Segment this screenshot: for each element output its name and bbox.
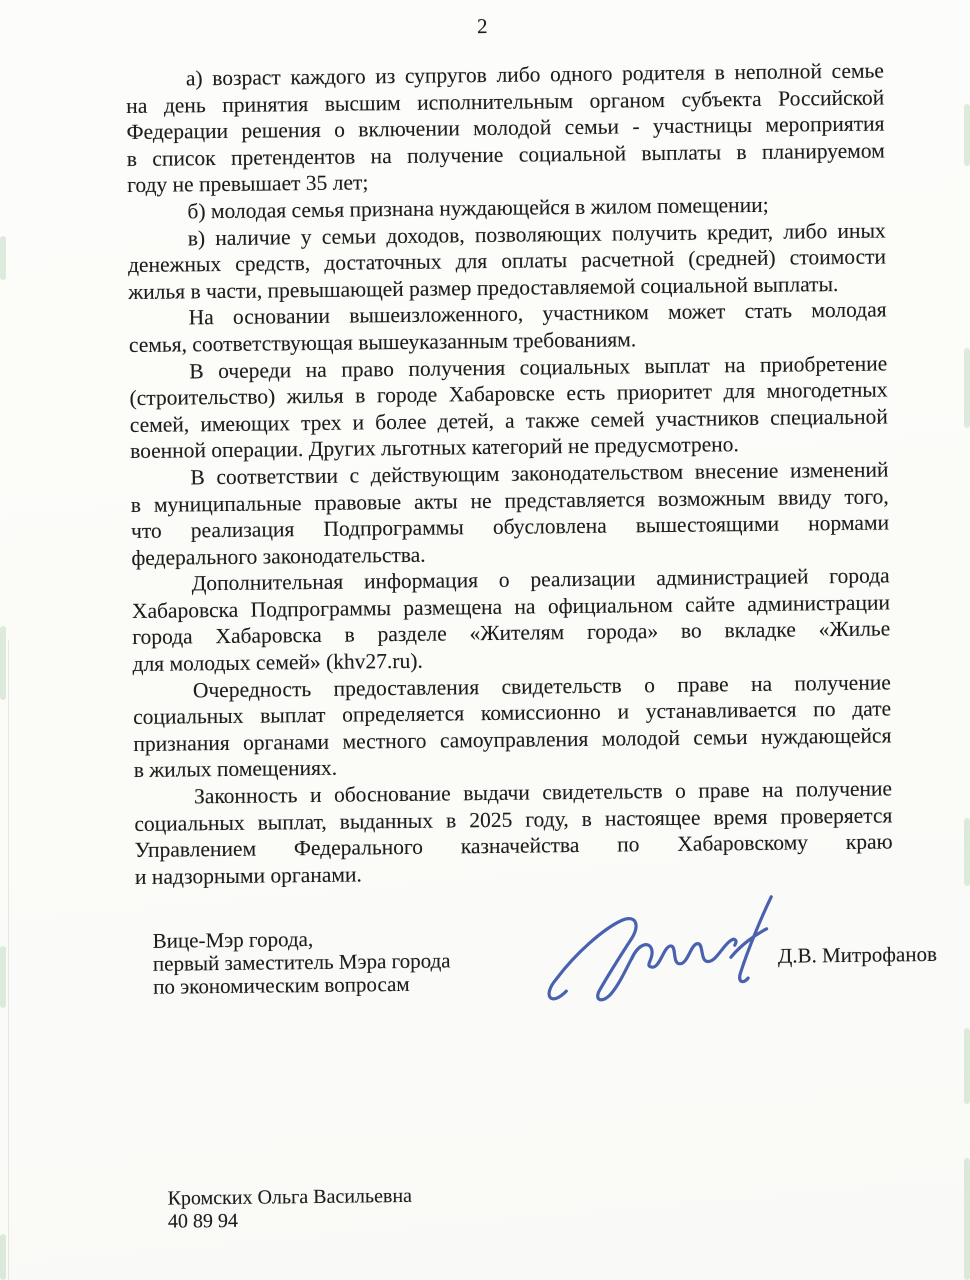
- text-line: а) возраст каждого из супругов либо одного родителя в неполной семье: [185, 58, 885, 91]
- text-line: первый заместитель Мэра города: [152, 948, 451, 976]
- paragraph-legislation: [130, 456, 889, 571]
- text-line: федерального законодательства.: [131, 542, 426, 570]
- text-line: Законность и обоснование выдачи свидетельств о праве на получение: [193, 776, 893, 809]
- text-line: На основании вышеизложенного, участником может стать молодая: [188, 297, 887, 330]
- text-line: году не превышает 35 лет;: [126, 170, 369, 198]
- signatory-title: [153, 926, 451, 998]
- text-line: Управлением Федерального казначейства по Хабаровскому краю: [134, 829, 893, 863]
- text-line: семья, соответствующая вышеуказанным требованиям.: [128, 327, 637, 357]
- text-line: жилья в части, превышающей размер предоставляемой социальной выплаты.: [128, 271, 839, 304]
- text-line: в жилых помещениях.: [133, 756, 338, 783]
- text-line: в) наличие у семьи доходов, позволяющих получить кредит, либо иных: [187, 218, 886, 250]
- text-line: для молодых семей» (khv27.ru).: [132, 648, 423, 677]
- paragraph-item-v: [128, 217, 887, 305]
- text-line: военной операции. Других льготных категорий не предусмотрено.: [130, 432, 739, 464]
- text-line: Хабаровска Подпрограммы размещена на официальном сайте администрации: [131, 590, 891, 623]
- paragraph-legality-check: [134, 775, 893, 890]
- text-line: Очередность предоставления свидетельств о праве на получение: [192, 670, 891, 702]
- paragraph-certificate-order: [133, 669, 892, 784]
- text-line: (строительство) жилья в городе Хабаровске есть приоритет для многодетных: [129, 377, 888, 411]
- executor-contact: [168, 1185, 413, 1234]
- text-line: в список претендентов на получение социальной выплаты в планируемом: [126, 138, 885, 171]
- signer-name: Д.В. Митрофанов: [777, 941, 938, 968]
- text-line: социальных выплат, выданных в 2025 году, в настоящее время проверяется: [134, 803, 893, 836]
- text-line: на день принятия высшим исполнительным органом субъекта Российской: [126, 85, 885, 118]
- text-line: в муниципальные правовые акты не представляется возможным ввиду того,: [130, 483, 889, 517]
- executor-name: Кромских Ольга Васильевна: [167, 1184, 413, 1210]
- text-line: семей, имеющих трех и более детей, а также семей участников специальной: [129, 404, 888, 437]
- text-line: и надзорными органами.: [134, 862, 362, 889]
- text-line: социальных выплат определяется комиссионно и устанавливается по дате: [133, 696, 892, 730]
- text-line: признания органами местного самоуправления молодой семьи нуждающейся: [133, 723, 892, 756]
- page-number: 2: [476, 13, 488, 39]
- text-line: В соответствии с действующим законодательством внесение изменений: [190, 457, 889, 490]
- text-line: денежных средств, достаточных для оплаты расчетной (средней) стоимости: [127, 244, 887, 278]
- paragraph-basis: [128, 297, 887, 359]
- text-line: что реализация Подпрограммы обусловлена вышестоящими нормами: [130, 510, 890, 544]
- executor-phone: 40 89 94: [167, 1209, 239, 1233]
- document-body: [126, 57, 893, 890]
- scan-artifact: [0, 946, 6, 1008]
- handwritten-signature-icon: [543, 885, 784, 1018]
- text-line: Вице-Мэр города,: [152, 926, 314, 953]
- paragraph-queue-priority: [129, 350, 888, 465]
- text-line: Федерации решения о включении молодой семьи - участницы мероприятия: [126, 111, 885, 145]
- text-line: по экономическим вопросам: [153, 971, 410, 999]
- scan-artifact: [0, 1234, 6, 1280]
- text-line: В очереди на право получения социальных выплат на приобретение: [189, 350, 888, 383]
- text-line: б) молодая семья признана нуждающейся в жилом помещении;: [187, 192, 769, 224]
- text-line: города Хабаровска в разделе «Жителям города» во вкладке «Жилье: [132, 616, 891, 650]
- text-line: Дополнительная информация о реализации администрацией города: [191, 563, 890, 596]
- paragraph-item-a: [126, 57, 885, 199]
- paragraph-additional-info: [132, 563, 891, 678]
